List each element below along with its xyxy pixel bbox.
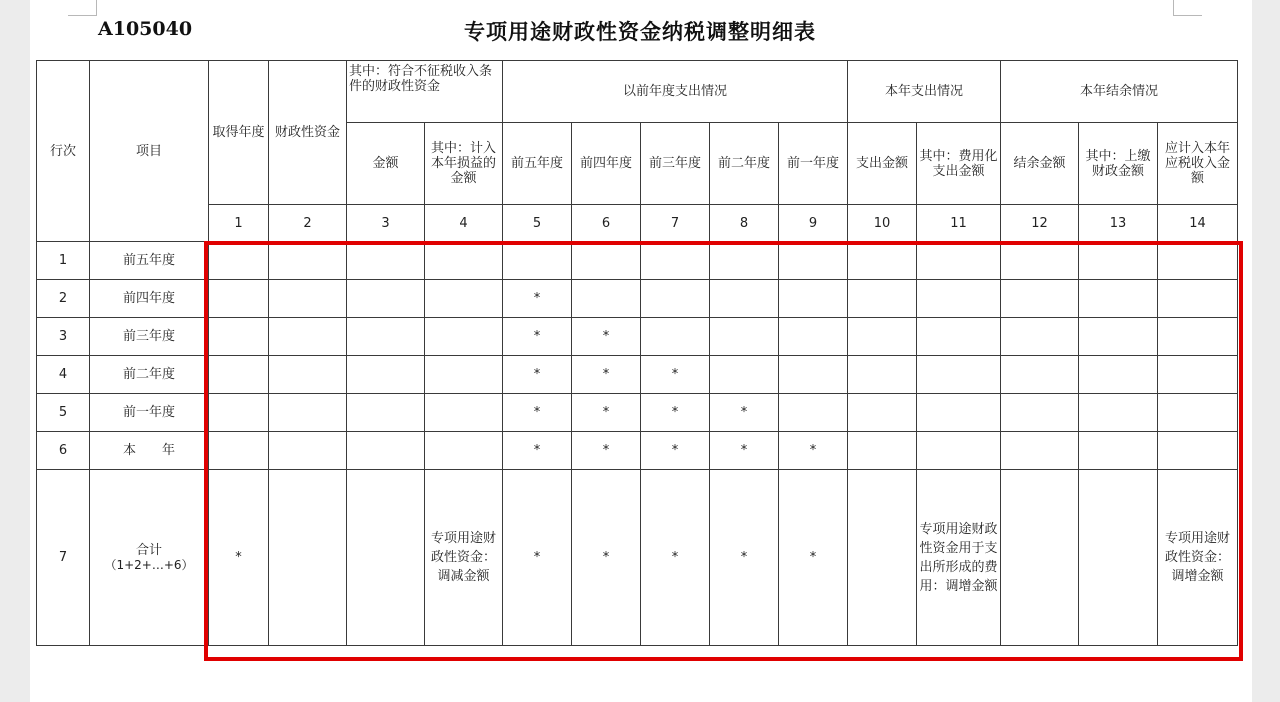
data-cell[interactable] — [269, 318, 347, 356]
data-cell[interactable]: * — [572, 318, 641, 356]
row-number: 2 — [37, 280, 90, 318]
data-cell[interactable] — [779, 242, 848, 280]
total-cell[interactable]: * — [779, 470, 848, 646]
data-cell[interactable] — [209, 432, 269, 470]
data-cell[interactable]: * — [503, 394, 572, 432]
data-cell[interactable] — [848, 318, 917, 356]
total-cell[interactable]: * — [710, 470, 779, 646]
data-cell[interactable] — [848, 280, 917, 318]
column-number: 1 — [209, 205, 269, 242]
total-cell[interactable]: 专项用途财政性资金用于支出所形成的费用：调增金额 — [917, 470, 1001, 646]
data-cell[interactable]: * — [503, 356, 572, 394]
data-cell[interactable]: * — [641, 432, 710, 470]
header-c13: 其中：上缴财政金额 — [1079, 123, 1158, 205]
header-c3: 金额 — [347, 123, 425, 205]
total-formula: （1+2+…+6） — [104, 557, 194, 572]
data-cell[interactable] — [641, 280, 710, 318]
data-cell[interactable]: * — [572, 394, 641, 432]
data-cell[interactable] — [1158, 432, 1238, 470]
header-c1: 取得年度 — [209, 61, 269, 205]
tax-adjustment-table — [36, 60, 1238, 646]
column-number: 5 — [503, 205, 572, 242]
total-cell[interactable]: * — [209, 470, 269, 646]
data-cell[interactable]: * — [572, 356, 641, 394]
column-number: 12 — [1001, 205, 1079, 242]
header-c4: 其中：计入本年损益的金额 — [425, 123, 503, 205]
column-number: 11 — [917, 205, 1001, 242]
table-row — [37, 318, 1238, 356]
header-c14: 应计入本年应税收入金额 — [1158, 123, 1238, 205]
data-cell[interactable] — [779, 318, 848, 356]
total-cell[interactable] — [347, 470, 425, 646]
total-cell[interactable]: 专项用途财政性资金：调增金额 — [1158, 470, 1238, 646]
table-row — [37, 356, 1238, 394]
data-cell[interactable] — [848, 394, 917, 432]
data-cell[interactable] — [1079, 318, 1158, 356]
header-c12: 结余金额 — [1001, 123, 1079, 205]
data-cell[interactable] — [1001, 394, 1079, 432]
data-cell[interactable] — [425, 318, 503, 356]
data-cell[interactable] — [710, 280, 779, 318]
row-number: 5 — [37, 394, 90, 432]
total-row-item — [90, 470, 209, 646]
data-cell[interactable] — [917, 394, 1001, 432]
data-cell[interactable] — [347, 356, 425, 394]
total-row — [37, 470, 1238, 646]
data-cell[interactable] — [1079, 356, 1158, 394]
data-cell[interactable] — [710, 242, 779, 280]
total-cell[interactable]: * — [641, 470, 710, 646]
column-number: 14 — [1158, 205, 1238, 242]
data-cell[interactable] — [1158, 318, 1238, 356]
total-cell[interactable] — [848, 470, 917, 646]
total-cell[interactable] — [269, 470, 347, 646]
data-cell[interactable]: * — [641, 394, 710, 432]
data-cell[interactable] — [1079, 242, 1158, 280]
header-c2: 财政性资金 — [269, 61, 347, 205]
data-cell[interactable]: * — [710, 432, 779, 470]
form-code: A105040 — [98, 18, 193, 40]
table-row — [37, 280, 1238, 318]
column-number: 8 — [710, 205, 779, 242]
form-title: 专项用途财政性资金纳税调整明细表 — [464, 20, 816, 44]
data-cell[interactable] — [209, 318, 269, 356]
data-cell[interactable] — [425, 432, 503, 470]
data-cell[interactable]: * — [641, 356, 710, 394]
data-cell[interactable] — [1158, 280, 1238, 318]
header-item: 项目 — [90, 61, 209, 242]
row-item: 本 年 — [90, 432, 209, 470]
data-cell[interactable] — [1001, 432, 1079, 470]
page-corner-mark — [1173, 0, 1202, 16]
row-number: 6 — [37, 432, 90, 470]
header-prev-group: 以前年度支出情况 — [503, 61, 848, 123]
column-number: 4 — [425, 205, 503, 242]
data-cell[interactable] — [209, 280, 269, 318]
data-cell[interactable] — [425, 280, 503, 318]
header-c6: 前四年度 — [572, 123, 641, 205]
data-cell[interactable] — [641, 318, 710, 356]
data-cell[interactable] — [779, 280, 848, 318]
data-cell[interactable] — [848, 432, 917, 470]
data-cell[interactable] — [1001, 242, 1079, 280]
data-cell[interactable] — [572, 280, 641, 318]
data-cell[interactable] — [779, 394, 848, 432]
data-cell[interactable] — [917, 318, 1001, 356]
row-item: 前一年度 — [90, 394, 209, 432]
page-corner-mark — [68, 0, 97, 16]
table-row — [37, 242, 1238, 280]
data-cell[interactable] — [848, 356, 917, 394]
total-cell[interactable] — [1079, 470, 1158, 646]
data-cell[interactable] — [209, 356, 269, 394]
table-row — [37, 394, 1238, 432]
data-cell[interactable] — [209, 242, 269, 280]
data-cell[interactable] — [347, 280, 425, 318]
column-number: 2 — [269, 205, 347, 242]
data-cell[interactable]: * — [503, 318, 572, 356]
row-number: 4 — [37, 356, 90, 394]
header-c11: 其中：费用化支出金额 — [917, 123, 1001, 205]
data-cell[interactable] — [269, 242, 347, 280]
data-cell[interactable] — [917, 242, 1001, 280]
data-cell[interactable] — [710, 318, 779, 356]
data-cell[interactable] — [425, 356, 503, 394]
data-cell[interactable] — [425, 394, 503, 432]
header-c34-group: 其中：符合不征税收入条件的财政性资金 — [347, 61, 503, 123]
data-cell[interactable] — [572, 242, 641, 280]
column-number: 13 — [1079, 205, 1158, 242]
data-cell[interactable] — [917, 280, 1001, 318]
row-item: 前三年度 — [90, 318, 209, 356]
column-number: 3 — [347, 205, 425, 242]
data-cell[interactable] — [1079, 394, 1158, 432]
total-cell[interactable]: * — [572, 470, 641, 646]
data-cell[interactable] — [641, 242, 710, 280]
header-c9: 前一年度 — [779, 123, 848, 205]
header-c5: 前五年度 — [503, 123, 572, 205]
total-row-number: 7 — [37, 470, 90, 646]
data-cell[interactable] — [347, 318, 425, 356]
data-cell[interactable] — [1001, 318, 1079, 356]
column-number: 10 — [848, 205, 917, 242]
data-cell[interactable] — [503, 242, 572, 280]
total-cell[interactable]: * — [503, 470, 572, 646]
row-number: 3 — [37, 318, 90, 356]
row-item: 前二年度 — [90, 356, 209, 394]
data-cell[interactable] — [209, 394, 269, 432]
data-cell[interactable] — [1001, 280, 1079, 318]
table-row — [37, 432, 1238, 470]
column-number: 6 — [572, 205, 641, 242]
total-label: 合计 — [135, 542, 162, 558]
data-cell[interactable] — [269, 394, 347, 432]
data-cell[interactable]: * — [710, 394, 779, 432]
total-cell[interactable] — [1001, 470, 1079, 646]
data-cell[interactable] — [848, 242, 917, 280]
data-cell[interactable] — [917, 356, 1001, 394]
data-cell[interactable] — [1158, 394, 1238, 432]
row-item: 前五年度 — [90, 242, 209, 280]
data-cell[interactable] — [1001, 356, 1079, 394]
data-cell[interactable] — [1079, 432, 1158, 470]
data-cell[interactable] — [425, 242, 503, 280]
data-cell[interactable] — [347, 394, 425, 432]
header-c10: 支出金额 — [848, 123, 917, 205]
data-cell[interactable] — [269, 280, 347, 318]
header-c8: 前二年度 — [710, 123, 779, 205]
data-cell[interactable] — [269, 356, 347, 394]
header-c7: 前三年度 — [641, 123, 710, 205]
data-cell[interactable]: * — [503, 280, 572, 318]
data-cell[interactable] — [1158, 356, 1238, 394]
data-cell[interactable]: * — [572, 432, 641, 470]
data-cell[interactable]: * — [779, 432, 848, 470]
column-number: 7 — [641, 205, 710, 242]
data-cell[interactable] — [347, 242, 425, 280]
data-cell[interactable] — [779, 356, 848, 394]
data-cell[interactable] — [347, 432, 425, 470]
row-item: 前四年度 — [90, 280, 209, 318]
data-cell[interactable] — [1158, 242, 1238, 280]
data-cell[interactable]: * — [503, 432, 572, 470]
data-cell[interactable] — [1079, 280, 1158, 318]
total-cell[interactable]: 专项用途财政性资金：调减金额 — [425, 470, 503, 646]
header-bal-group: 本年结余情况 — [1001, 61, 1238, 123]
column-number: 9 — [779, 205, 848, 242]
header-row-no: 行次 — [37, 61, 90, 242]
data-cell[interactable] — [917, 432, 1001, 470]
data-cell[interactable] — [269, 432, 347, 470]
data-cell[interactable] — [710, 356, 779, 394]
row-number: 1 — [37, 242, 90, 280]
header-cur-group: 本年支出情况 — [848, 61, 1001, 123]
